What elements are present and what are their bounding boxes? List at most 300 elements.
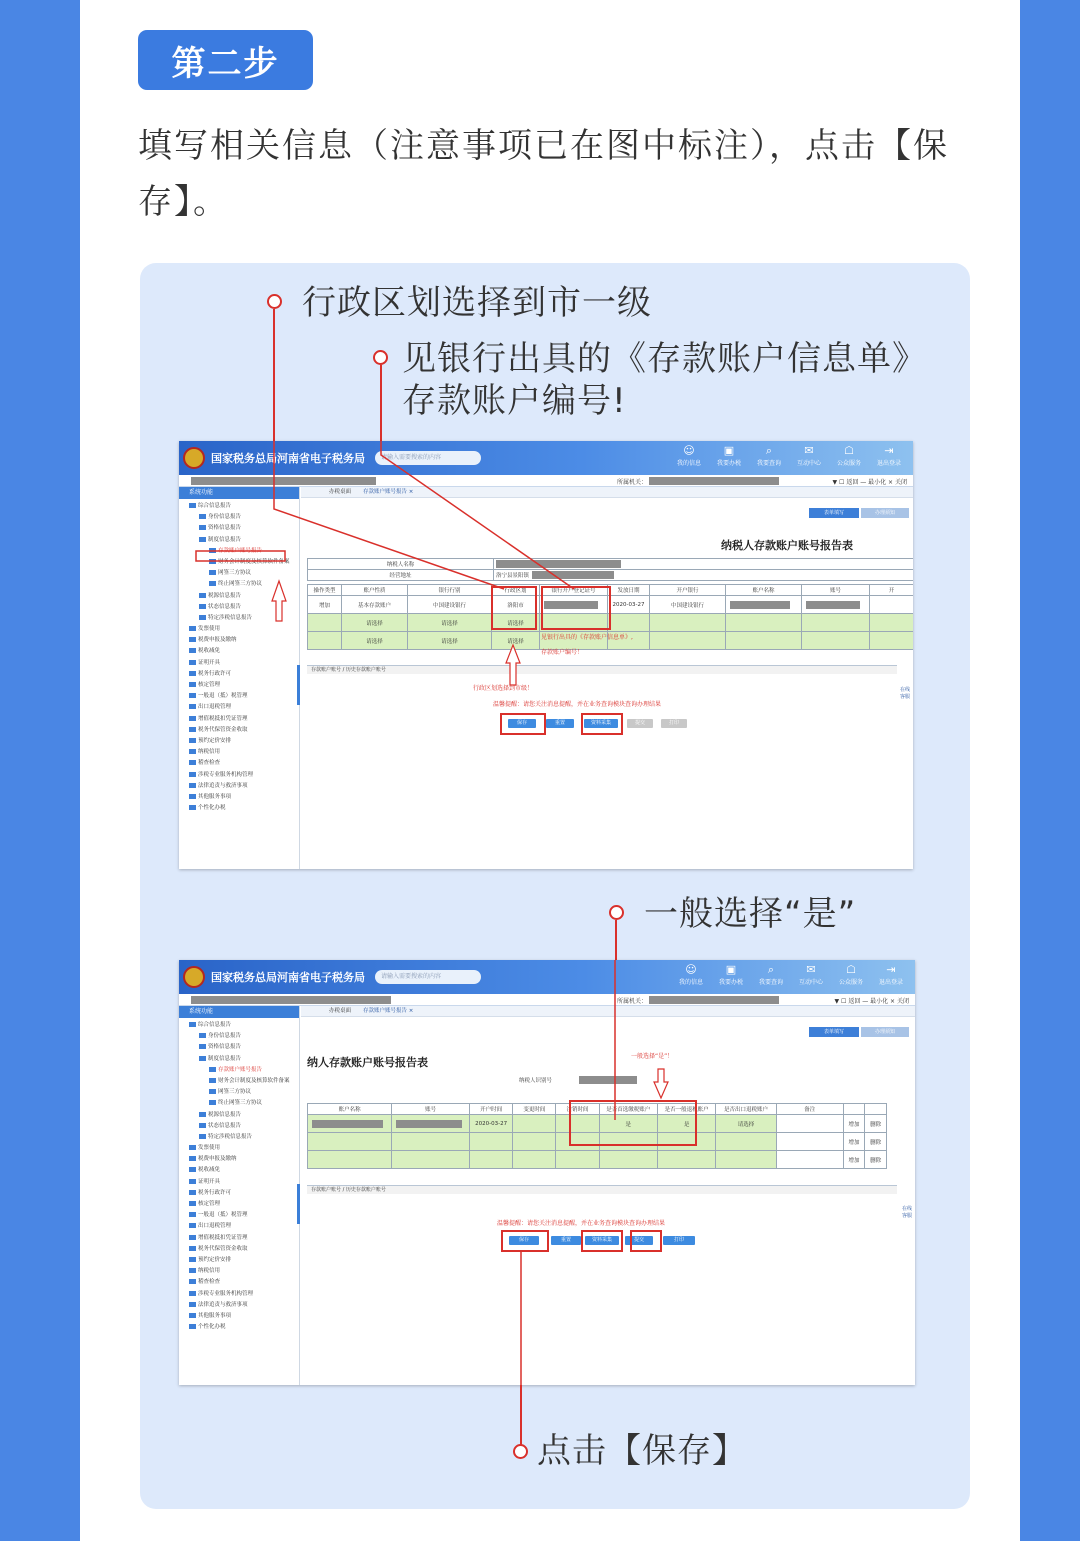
folder-icon <box>199 1044 206 1049</box>
column-header: 账户名称 <box>726 585 802 596</box>
table-cell[interactable]: 增加 <box>308 596 342 614</box>
sidebar-tree-label: 税务代保管资金收取 <box>198 1245 248 1252</box>
portal-toolbar <box>669 441 909 475</box>
sidebar-tree-item[interactable] <box>179 725 299 736</box>
sidebar-tree-label: 税源信息报告 <box>208 1111 242 1118</box>
sidebar-tree-label: 其他服务事项 <box>198 1312 232 1319</box>
portal-header <box>179 960 915 994</box>
column-header <box>865 1104 887 1115</box>
sidebar-tree-label: 特定涉税信息报告 <box>208 1133 253 1140</box>
sidebar-tree-label: 税源信息报告 <box>208 592 242 599</box>
sidebar <box>179 1006 300 1385</box>
column-header <box>843 1104 865 1115</box>
redacted-block <box>806 601 860 609</box>
toolbar-item[interactable] <box>831 960 871 994</box>
toolbar-item[interactable] <box>711 960 751 994</box>
sidebar-tree-item[interactable] <box>179 1121 299 1132</box>
folder-icon <box>209 1067 216 1072</box>
table-cell[interactable] <box>802 632 870 650</box>
sidebar-tree-item[interactable] <box>179 702 299 713</box>
sidebar-tree-item[interactable] <box>179 1233 299 1244</box>
table-cell[interactable]: 2020-03-27 <box>608 596 650 614</box>
table-cell[interactable]: 请选择 <box>492 632 540 650</box>
column-header: 开 <box>870 585 914 596</box>
sidebar-tree-item[interactable] <box>179 1031 299 1042</box>
step-badge: 第二步 <box>138 30 313 90</box>
sidebar-tree-item[interactable] <box>179 1300 299 1311</box>
table-cell[interactable] <box>308 1133 392 1151</box>
table-cell[interactable] <box>657 1151 715 1169</box>
tab-guide[interactable]: 办理须知 <box>861 508 909 518</box>
tab-bar <box>301 487 913 498</box>
annotation-dot <box>373 350 388 365</box>
sidebar-tree-item[interactable] <box>179 1076 299 1087</box>
sidebar-tree-label: 预约定价安排 <box>198 737 232 744</box>
folder-icon <box>189 1257 196 1262</box>
column-header: 账户性质 <box>342 585 408 596</box>
tab-deposit-report[interactable]: 存款账户账号报告 × <box>363 489 414 495</box>
info-bar <box>179 994 915 1006</box>
sidebar-tree-label: 核定管理 <box>198 1201 221 1207</box>
sidebar-tree-label: 存款账户账号报告 <box>218 547 263 554</box>
sidebar-tree-item[interactable] <box>179 1177 299 1188</box>
sidebar-tree-item[interactable] <box>179 1065 299 1076</box>
table-cell[interactable]: 中国建设银行 <box>408 596 492 614</box>
sidebar-tree-item[interactable] <box>179 1020 299 1031</box>
sidebar-tree-item[interactable] <box>179 758 299 769</box>
online-help[interactable]: 在线客服 <box>899 687 910 700</box>
annotation-line <box>520 1385 522 1449</box>
sidebar-tree <box>179 1018 299 1333</box>
table-cell[interactable]: 洛阳市 <box>492 596 540 614</box>
redacted-block <box>730 601 790 609</box>
column-header: 账号 <box>802 585 870 596</box>
toolbar-item[interactable] <box>749 441 789 475</box>
sidebar-tree-label: 身份信息报告 <box>208 514 242 521</box>
table-cell[interactable] <box>726 632 802 650</box>
toolbar-label: 退出登录 <box>876 460 901 467</box>
table-cell[interactable]: 基本存款账户 <box>342 596 408 614</box>
sidebar-tree-label: 增值税抵扣凭证管理 <box>198 1234 248 1241</box>
sidebar-tree-item[interactable] <box>179 1165 299 1176</box>
table-cell[interactable] <box>726 596 802 614</box>
sidebar-tree-item[interactable] <box>179 635 299 646</box>
table-cell[interactable]: 删除 <box>865 1115 887 1133</box>
sidebar-tree-item[interactable] <box>179 658 299 669</box>
table-cell[interactable] <box>802 614 870 632</box>
folder-icon <box>199 1112 206 1117</box>
toolbar-label: 我要查询 <box>758 979 783 986</box>
folder-icon <box>189 1022 196 1027</box>
sidebar-tree-label: 存款账户账号报告 <box>218 1066 263 1073</box>
folder-icon <box>209 559 216 564</box>
sidebar-tree-item[interactable] <box>179 1143 299 1154</box>
table-cell[interactable] <box>392 1115 470 1133</box>
red-note-account-1: 见银行出具的《存款账户信息单》, <box>541 634 633 641</box>
sidebar-tree-item[interactable] <box>179 591 299 602</box>
redacted-block <box>579 1076 637 1084</box>
redacted-block <box>649 996 779 1004</box>
table-cell[interactable] <box>650 614 726 632</box>
table-cell[interactable]: 请选择 <box>408 632 492 650</box>
sidebar-scrollbar[interactable] <box>297 665 300 705</box>
table-cell[interactable]: 请选择 <box>342 632 408 650</box>
sidebar-tree-item[interactable] <box>179 747 299 758</box>
sidebar-title: 系统功能 <box>179 487 299 499</box>
annotation-save: 点击【保存】 <box>537 1431 747 1471</box>
table-cell[interactable] <box>470 1133 513 1151</box>
sidebar-tree-label: 税费申报及缴纳 <box>198 637 237 644</box>
table-cell[interactable] <box>726 614 802 632</box>
annotation-dot <box>513 1444 528 1459</box>
portal-header <box>179 441 913 475</box>
sidebar-tree-label: 发票使用 <box>198 626 221 633</box>
folder-icon <box>209 1089 216 1094</box>
sidebar-tree-label: 制度信息报告 <box>208 536 242 543</box>
highlight-save <box>500 713 546 735</box>
highlight-collect <box>581 1230 623 1252</box>
toolbar-item[interactable] <box>709 441 749 475</box>
column-header: 开户银行 <box>650 585 726 596</box>
taxpayer-info-table <box>307 558 913 581</box>
sidebar-tree-item[interactable] <box>179 1289 299 1300</box>
annotation-line <box>615 920 617 960</box>
toolbar-icon: ⌕ <box>765 444 773 457</box>
annotation-yes: 一般选择“是” <box>644 894 857 934</box>
table-cell[interactable]: 请选择 <box>408 614 492 632</box>
table-cell[interactable]: 请选择 <box>492 614 540 632</box>
tab-home[interactable]: 办税桌面 <box>329 489 352 495</box>
annotation-dot <box>267 294 282 309</box>
toolbar-label: 互动中心 <box>796 460 821 467</box>
table-cell[interactable] <box>308 614 342 632</box>
table-cell[interactable]: 增加 <box>843 1133 865 1151</box>
table-cell[interactable] <box>556 1151 599 1169</box>
address-value: 洛宁县景阳镇 <box>494 570 914 581</box>
folder-icon <box>189 1302 196 1307</box>
sidebar-tree-label: 核定管理 <box>198 682 221 688</box>
highlight-account <box>541 586 611 630</box>
window-controls[interactable]: ▼ ☐ 返回 — 最小化 × 关闭 <box>832 479 907 486</box>
table-cell[interactable] <box>308 1115 392 1133</box>
table-cell[interactable]: 请选择 <box>342 614 408 632</box>
sidebar-tree-label: 发票使用 <box>198 1145 221 1152</box>
folder-icon <box>189 1246 196 1251</box>
toolbar-icon: ☺ <box>685 963 697 976</box>
reset-button[interactable]: 重置 <box>551 1236 581 1245</box>
annotation-dot <box>609 905 624 920</box>
folder-icon <box>189 637 196 642</box>
sidebar-tree-label: 出口退税管理 <box>198 1223 232 1230</box>
sidebar-tree-label: 状态信息报告 <box>208 603 242 610</box>
table-cell[interactable]: 是 <box>657 1115 715 1133</box>
sidebar-tree-label: 资格信息报告 <box>208 525 242 532</box>
column-header: 账户名称 <box>308 1104 392 1115</box>
table-cell[interactable] <box>392 1133 470 1151</box>
print-button[interactable]: 打印 <box>661 719 687 728</box>
toolbar-label: 互动中心 <box>798 979 823 986</box>
sheet-tabs[interactable]: 存款账户账号 / 历史存款账户账号 <box>307 665 897 674</box>
sidebar-tree-label: 增值税抵扣凭证管理 <box>198 715 248 722</box>
toolbar-label: 我的信息 <box>678 979 703 986</box>
table-cell[interactable] <box>716 1133 776 1151</box>
search-input[interactable]: 请输入需要搜索的内容 <box>375 451 481 465</box>
table-cell[interactable]: 请选择 <box>716 1115 776 1133</box>
sidebar-tree <box>179 499 299 814</box>
folder-icon <box>199 537 206 542</box>
redacted-block <box>396 1120 461 1128</box>
print-button[interactable]: 打印 <box>663 1236 695 1245</box>
toolbar-icon: ✉ <box>806 963 816 976</box>
table-cell[interactable] <box>776 1115 843 1133</box>
red-note-region: 行政区划选择到市级！ <box>473 685 534 692</box>
table-cell[interactable] <box>650 632 726 650</box>
table-cell[interactable]: 删除 <box>865 1151 887 1169</box>
sidebar-tree-item[interactable] <box>179 770 299 781</box>
folder-icon <box>189 749 196 754</box>
window-controls[interactable]: ▼ ☐ 返回 — 最小化 × 关闭 <box>834 998 909 1005</box>
toolbar-item[interactable] <box>791 960 831 994</box>
sidebar-tree-item[interactable] <box>179 1322 299 1333</box>
table-cell[interactable] <box>776 1133 843 1151</box>
sidebar-tree-label: 终止网签三方协议 <box>218 581 263 588</box>
folder-icon <box>189 783 196 788</box>
sidebar-tree-label: 涉税专业服务机构管理 <box>198 771 254 778</box>
sidebar-tree-label: 税务行政许可 <box>198 670 232 677</box>
sidebar-tree-item[interactable] <box>179 1054 299 1065</box>
sidebar-tree-item[interactable] <box>179 512 299 523</box>
highlight-save <box>501 1230 549 1252</box>
toolbar-item[interactable] <box>869 441 909 475</box>
toolbar-item[interactable] <box>789 441 829 475</box>
sidebar-tree-item[interactable] <box>179 546 299 557</box>
table-cell[interactable] <box>870 614 914 632</box>
highlight-collect <box>581 713 623 735</box>
table-cell[interactable] <box>870 632 914 650</box>
sidebar-tree-item[interactable] <box>179 557 299 568</box>
unit-label: 所属机关： <box>617 479 648 486</box>
reset-button[interactable]: 重置 <box>546 719 574 728</box>
collect-button[interactable]: 资料采集 <box>584 719 618 728</box>
save-button[interactable]: 保存 <box>509 1236 539 1245</box>
sidebar-tree-item[interactable] <box>179 1188 299 1199</box>
address-label: 经营地址 <box>308 570 494 581</box>
folder-icon <box>189 1268 196 1273</box>
sidebar-tree-label: 个性化办税 <box>198 805 226 812</box>
table-cell[interactable]: 删除 <box>865 1133 887 1151</box>
annotation-account-2: 存款账户编号! <box>402 381 627 421</box>
sidebar-tree-label: 出口退税管理 <box>198 704 232 711</box>
table-cell[interactable] <box>608 614 650 632</box>
search-input[interactable]: 请输入需要搜索的内容 <box>375 970 481 984</box>
article-page <box>80 0 1020 1541</box>
folder-icon <box>189 1212 196 1217</box>
toolbar-icon: ⇥ <box>884 444 894 457</box>
sidebar-tree-item[interactable] <box>179 714 299 725</box>
toolbar-item[interactable] <box>871 960 911 994</box>
submit-button[interactable]: 提交 <box>627 719 653 728</box>
tab-guide[interactable]: 办理须知 <box>861 1027 909 1037</box>
toolbar-icon: ▣ <box>723 444 735 457</box>
sidebar-tree-item[interactable] <box>179 1154 299 1165</box>
sidebar-tree-item[interactable] <box>179 803 299 814</box>
sidebar-tree-item[interactable] <box>179 1098 299 1109</box>
sidebar-tree-item[interactable] <box>179 691 299 702</box>
sidebar-tree-item[interactable] <box>179 792 299 803</box>
info-bar <box>179 475 913 487</box>
column-header: 发放日期 <box>608 585 650 596</box>
table-cell[interactable] <box>870 596 914 614</box>
sidebar-tree-item[interactable] <box>179 1210 299 1221</box>
column-header: 开户时间 <box>470 1104 513 1115</box>
sidebar-tree-label: 网签三方协议 <box>218 1089 252 1096</box>
folder-icon <box>209 1078 216 1083</box>
table-cell[interactable] <box>716 1151 776 1169</box>
column-header: 注销时间 <box>556 1104 599 1115</box>
folder-icon <box>189 704 196 709</box>
table-cell[interactable] <box>392 1151 470 1169</box>
sidebar-tree-item[interactable] <box>179 669 299 680</box>
folder-icon <box>199 1134 206 1139</box>
toolbar-item[interactable] <box>671 960 711 994</box>
table-cell[interactable] <box>513 1151 556 1169</box>
tab-deposit-report[interactable]: 存款账户账号报告 × <box>363 1008 414 1014</box>
sidebar-tree-item[interactable] <box>179 579 299 590</box>
folder-icon <box>189 503 196 508</box>
folder-icon <box>189 727 196 732</box>
sidebar-tree-item[interactable] <box>179 1132 299 1143</box>
table-cell[interactable] <box>776 1151 843 1169</box>
tab-home[interactable]: 办税桌面 <box>329 1008 352 1014</box>
table-cell[interactable] <box>308 632 342 650</box>
portal-toolbar <box>671 960 911 994</box>
toolbar-label: 公众服务 <box>838 979 863 986</box>
reminder-text: 温馨提醒：请您关注消息提醒，并在业务查询模块查询办理结果 <box>497 1220 666 1227</box>
redacted-block <box>312 1120 383 1128</box>
table-cell[interactable]: 增加 <box>843 1151 865 1169</box>
intro-text: 填写相关信息（注意事项已在图中标注），点击【保存】。 <box>138 126 949 222</box>
sidebar-tree-label: 税收减免 <box>198 1167 221 1174</box>
table-cell[interactable] <box>599 1151 657 1169</box>
reminder-text: 温馨提醒：请您关注消息提醒，并在业务查询模块查询办理结果 <box>493 701 662 708</box>
toolbar-icon: ☖ <box>846 963 856 976</box>
table-cell[interactable]: 中国建设银行 <box>650 596 726 614</box>
sidebar-tree-label: 个性化办税 <box>198 1324 226 1331</box>
highlight-region <box>491 586 537 630</box>
toolbar-item[interactable] <box>669 441 709 475</box>
sidebar-tree-label: 税务代保管资金收取 <box>198 726 248 733</box>
sidebar-tree-item[interactable] <box>179 1221 299 1232</box>
sidebar-tree-label: 税费申报及缴纳 <box>198 1156 237 1163</box>
sidebar-tree-item[interactable] <box>179 613 299 624</box>
folder-icon <box>189 693 196 698</box>
sidebar-tree-item[interactable] <box>179 1311 299 1322</box>
tab-bar <box>301 1006 915 1017</box>
folder-icon <box>189 1201 196 1206</box>
toolbar-label: 退出登录 <box>878 979 903 986</box>
sidebar-tree-item[interactable] <box>179 624 299 635</box>
tax-emblem-icon <box>183 966 205 988</box>
sidebar-tree-item[interactable] <box>179 1266 299 1277</box>
sidebar-tree-label: 一般退（抵）税管理 <box>198 1212 248 1219</box>
sidebar-tree-item[interactable] <box>179 646 299 657</box>
folder-icon <box>189 1279 196 1284</box>
table-cell[interactable]: 2020-03-27 <box>470 1115 513 1133</box>
sidebar-tree-label: 财务会计制度及核算软件备案 <box>218 558 290 565</box>
redacted-block <box>191 996 391 1004</box>
folder-icon <box>199 525 206 530</box>
sidebar-tree-item[interactable] <box>179 680 299 691</box>
folder-icon <box>189 1167 196 1172</box>
table-cell[interactable] <box>802 596 870 614</box>
sidebar-tree-label: 法律追责与救济事项 <box>198 1301 248 1308</box>
form-title: 纳税人存款账户账号报告表 <box>721 539 853 552</box>
table-cell[interactable] <box>513 1115 556 1133</box>
red-note-yes: 一般选择“是”！ <box>631 1053 674 1060</box>
sidebar-tree-label: 税收减免 <box>198 648 221 655</box>
sidebar-tree-item[interactable] <box>179 781 299 792</box>
sidebar-tree-item[interactable] <box>179 501 299 512</box>
sidebar-tree-label: 一般退（抵）税管理 <box>198 693 248 700</box>
online-help[interactable]: 在线客服 <box>901 1206 912 1219</box>
folder-icon <box>209 570 216 575</box>
portal-title: 国家税务总局河南省电子税务局 <box>211 971 365 984</box>
sidebar-tree-item[interactable] <box>179 1244 299 1255</box>
save-button[interactable]: 保存 <box>508 719 536 728</box>
tax-emblem-icon <box>183 447 205 469</box>
toolbar-item[interactable] <box>829 441 869 475</box>
sheet-tabs[interactable]: 存款账户账号 / 历史存款账户账号 <box>307 1185 897 1194</box>
table-cell[interactable] <box>308 1151 392 1169</box>
sidebar-tree-item[interactable] <box>179 1277 299 1288</box>
redacted-block <box>649 477 779 485</box>
table-cell[interactable] <box>513 1133 556 1151</box>
toolbar-item[interactable] <box>751 960 791 994</box>
screenshot-form-1 <box>179 441 913 869</box>
collect-button[interactable]: 资料采集 <box>585 1236 619 1245</box>
folder-icon <box>189 660 196 665</box>
folder-icon <box>199 1056 206 1061</box>
table-cell[interactable]: 增加 <box>843 1115 865 1133</box>
sidebar-tree-item[interactable] <box>179 535 299 546</box>
folder-icon <box>189 1190 196 1195</box>
sidebar-tree-item[interactable] <box>179 523 299 534</box>
sidebar-tree-label: 稽查检查 <box>198 1279 221 1286</box>
sidebar-tree-label: 纳税信用 <box>198 749 221 756</box>
folder-icon <box>199 604 206 609</box>
sidebar-tree-item[interactable] <box>179 1110 299 1121</box>
sidebar-tree-label: 法律追责与救济事项 <box>198 782 248 789</box>
sidebar-tree-item[interactable] <box>179 602 299 613</box>
taxpayer-name-value <box>494 559 914 570</box>
tab-form-fill[interactable]: 表单填写 <box>809 508 859 518</box>
sidebar-tree-item[interactable] <box>179 1199 299 1210</box>
redacted-block <box>191 477 376 485</box>
table-cell[interactable]: 是 <box>599 1115 657 1133</box>
sidebar-tree-item[interactable] <box>179 1255 299 1266</box>
tab-form-fill[interactable]: 表单填写 <box>809 1027 859 1037</box>
sidebar-tree-item[interactable] <box>179 568 299 579</box>
submit-button[interactable]: 提交 <box>625 1236 653 1245</box>
sidebar-tree-item[interactable] <box>179 1087 299 1098</box>
table-cell[interactable] <box>470 1151 513 1169</box>
sidebar-scrollbar[interactable] <box>297 1184 300 1224</box>
sidebar-tree-item[interactable] <box>179 736 299 747</box>
sidebar-tree-label: 状态信息报告 <box>208 1122 242 1129</box>
folder-icon <box>209 548 216 553</box>
sidebar-tree-item[interactable] <box>179 1042 299 1053</box>
folder-icon <box>199 615 206 620</box>
